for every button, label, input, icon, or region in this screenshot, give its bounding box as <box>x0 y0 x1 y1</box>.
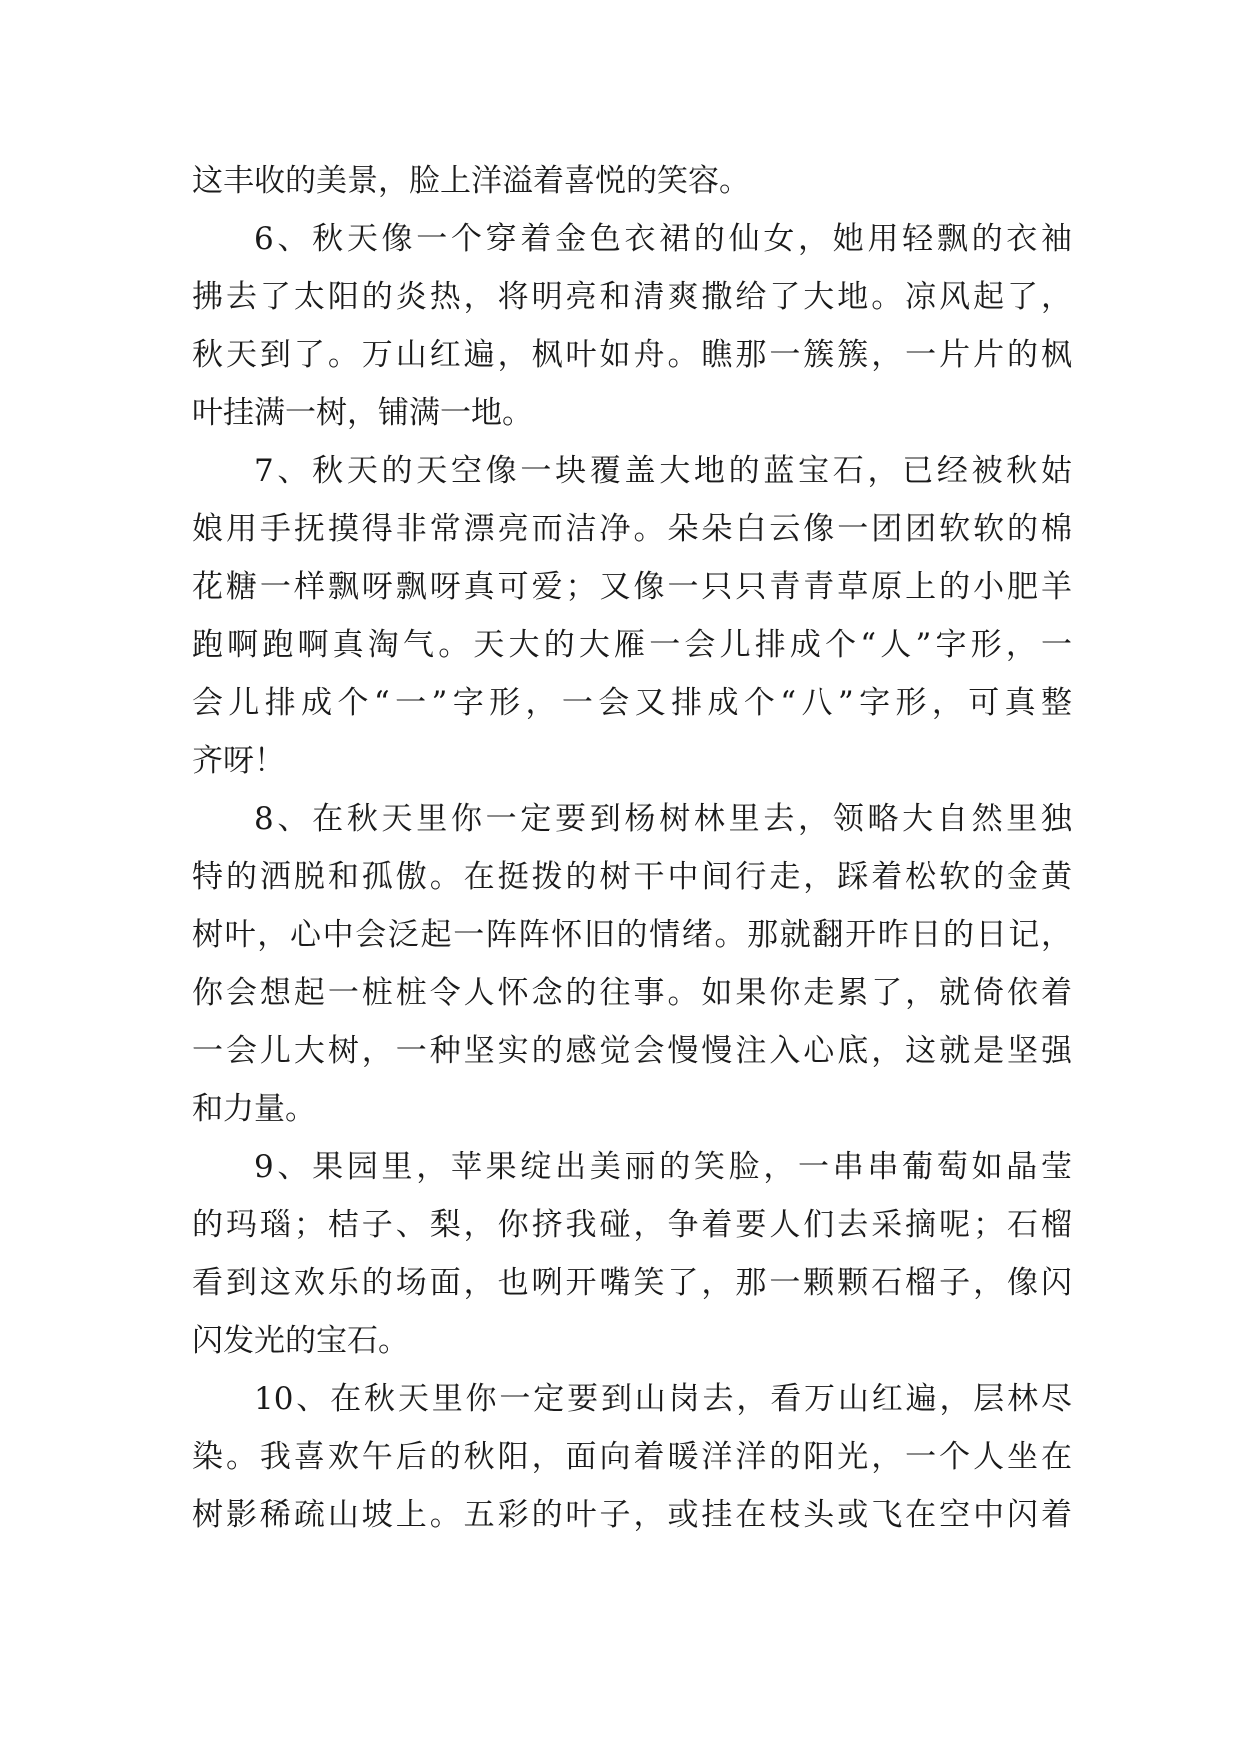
text-line: 娘用手抚摸得非常漂亮而洁净。朵朵白云像一团团软软的棉 <box>192 511 1072 547</box>
text-line: 看到这欢乐的场面，也咧开嘴笑了，那一颗颗石榴子，像闪 <box>192 1265 1072 1301</box>
paragraph-first-line: 7、秋天的天空像一块覆盖大地的蓝宝石，已经被秋姑 <box>254 453 1072 489</box>
text-line: 和力量。 <box>192 1091 316 1127</box>
paragraph-first-line: 8、在秋天里你一定要到杨树林里去，领略大自然里独 <box>254 801 1072 837</box>
text-line: 齐呀！ <box>192 743 285 779</box>
paragraph-first-line: 6、秋天像一个穿着金色衣裙的仙女，她用轻飘的衣袖 <box>254 221 1072 257</box>
text-line: 染。我喜欢午后的秋阳，面向着暖洋洋的阳光，一个人坐在 <box>192 1439 1072 1475</box>
text-line: 特的洒脱和孤傲。在挺拨的树干中间行走，踩着松软的金黄 <box>192 859 1072 895</box>
text-line: 闪发光的宝石。 <box>192 1323 409 1359</box>
paragraph-first-line: 10、在秋天里你一定要到山岗去，看万山红遍，层林尽 <box>254 1381 1072 1417</box>
text-line: 的玛瑙；桔子、梨，你挤我碰，争着要人们去采摘呢；石榴 <box>192 1207 1072 1243</box>
paragraph-first-line: 9、果园里，苹果绽出美丽的笑脸，一串串葡萄如晶莹 <box>254 1149 1072 1185</box>
text-line: 一会儿大树，一种坚实的感觉会慢慢注入心底，这就是坚强 <box>192 1033 1072 1069</box>
text-line: 会儿排成个“一”字形，一会又排成个“八”字形，可真整 <box>192 685 1072 721</box>
text-line: 这丰收的美景，脸上洋溢着喜悦的笑容。 <box>192 163 750 199</box>
text-line: 树叶，心中会泛起一阵阵怀旧的情绪。那就翻开昨日的日记， <box>192 917 1072 953</box>
body-text <box>192 152 1072 1544</box>
text-line: 花糖一样飘呀飘呀真可爱；又像一只只青青草原上的小肥羊 <box>192 569 1072 605</box>
text-line: 秋天到了。万山红遍，枫叶如舟。瞧那一簇簇，一片片的枫 <box>192 337 1072 373</box>
text-line: 拂去了太阳的炎热，将明亮和清爽撒给了大地。凉风起了， <box>192 279 1072 315</box>
text-line: 跑啊跑啊真淘气。天大的大雁一会儿排成个“人”字形，一 <box>192 627 1072 663</box>
text-line: 你会想起一桩桩令人怀念的往事。如果你走累了，就倚依着 <box>192 975 1072 1011</box>
text-line: 叶挂满一树，铺满一地。 <box>192 395 533 431</box>
text-line: 树影稀疏山坡上。五彩的叶子，或挂在枝头或飞在空中闪着 <box>192 1497 1072 1533</box>
